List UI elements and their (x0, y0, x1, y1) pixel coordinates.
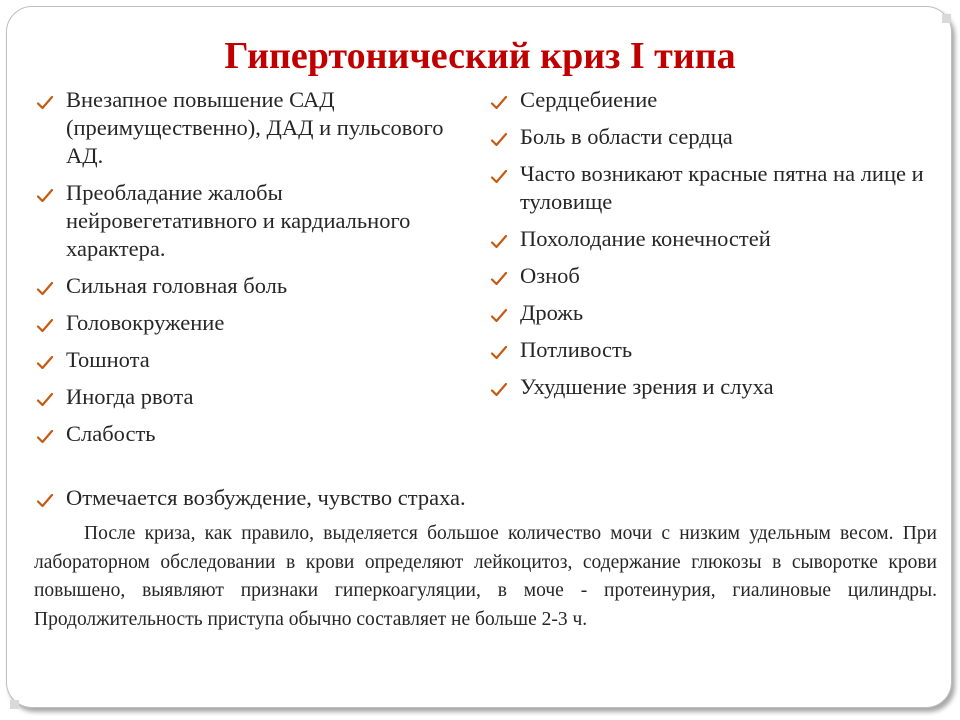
checkmark-icon (36, 277, 54, 295)
list-item: Головокружение (34, 309, 474, 337)
checkmark-icon (490, 341, 508, 359)
checkmark-icon (36, 184, 54, 202)
list-item: Сильная головная боль (34, 272, 474, 300)
checkmark-icon (490, 304, 508, 322)
list-item: Часто возникают красные пятна на лице и туловище (488, 160, 928, 216)
checkmark-icon (36, 489, 54, 507)
checkmark-icon (490, 230, 508, 248)
list-item: Боль в области сердца (488, 123, 928, 151)
list-item: Иногда рвота (34, 383, 474, 411)
list-item: Тошнота (34, 346, 474, 374)
checkmark-icon (490, 267, 508, 285)
slide-title: Гипертонический криз I типа (224, 35, 736, 77)
checkmark-icon (490, 378, 508, 396)
corner-mark-bottom-left (10, 700, 19, 709)
list-item: Слабость (34, 420, 474, 448)
corner-mark-top-right (942, 14, 951, 23)
checkmark-icon (36, 425, 54, 443)
checkmark-icon (490, 165, 508, 183)
checkmark-icon (36, 91, 54, 109)
checkmark-icon (490, 91, 508, 109)
list-item: Дрожь (488, 299, 928, 327)
list-item: Преобладание жалобы нейровегетативного и кардиального характера. (34, 179, 474, 263)
checkmark-icon (36, 314, 54, 332)
checkmark-icon (36, 351, 54, 369)
list-item: Ухудшение зрения и слуха (488, 373, 928, 401)
right-symptom-list (488, 86, 928, 410)
list-item: Потливость (488, 336, 928, 364)
list-item: Похолодание конечностей (488, 225, 928, 253)
list-item: Отмечается возбуждение, чувство страха. (34, 484, 474, 512)
list-item: Озноб (488, 262, 928, 290)
post-crisis-paragraph: После криза, как правило, выделяется большое количество мочи с низким удельным весом. При лабораторном обследовании в крови определяют лейкоцитоз, содержание глюкозы в сыворотке крови повышено, выявляют признаки гиперкоагуляции, в моче - протеинурия, гиалиновые цилиндры. Продолжительность приступа обычно составляет не больше 2-3 ч. (34, 523, 937, 630)
list-item: Внезапное повышение САД (преимущественно), ДАД и пульсового АД. (34, 86, 474, 170)
checkmark-icon (490, 128, 508, 146)
checkmark-icon (36, 388, 54, 406)
left-symptom-list (34, 86, 474, 521)
list-item: Сердцебиение (488, 86, 928, 114)
